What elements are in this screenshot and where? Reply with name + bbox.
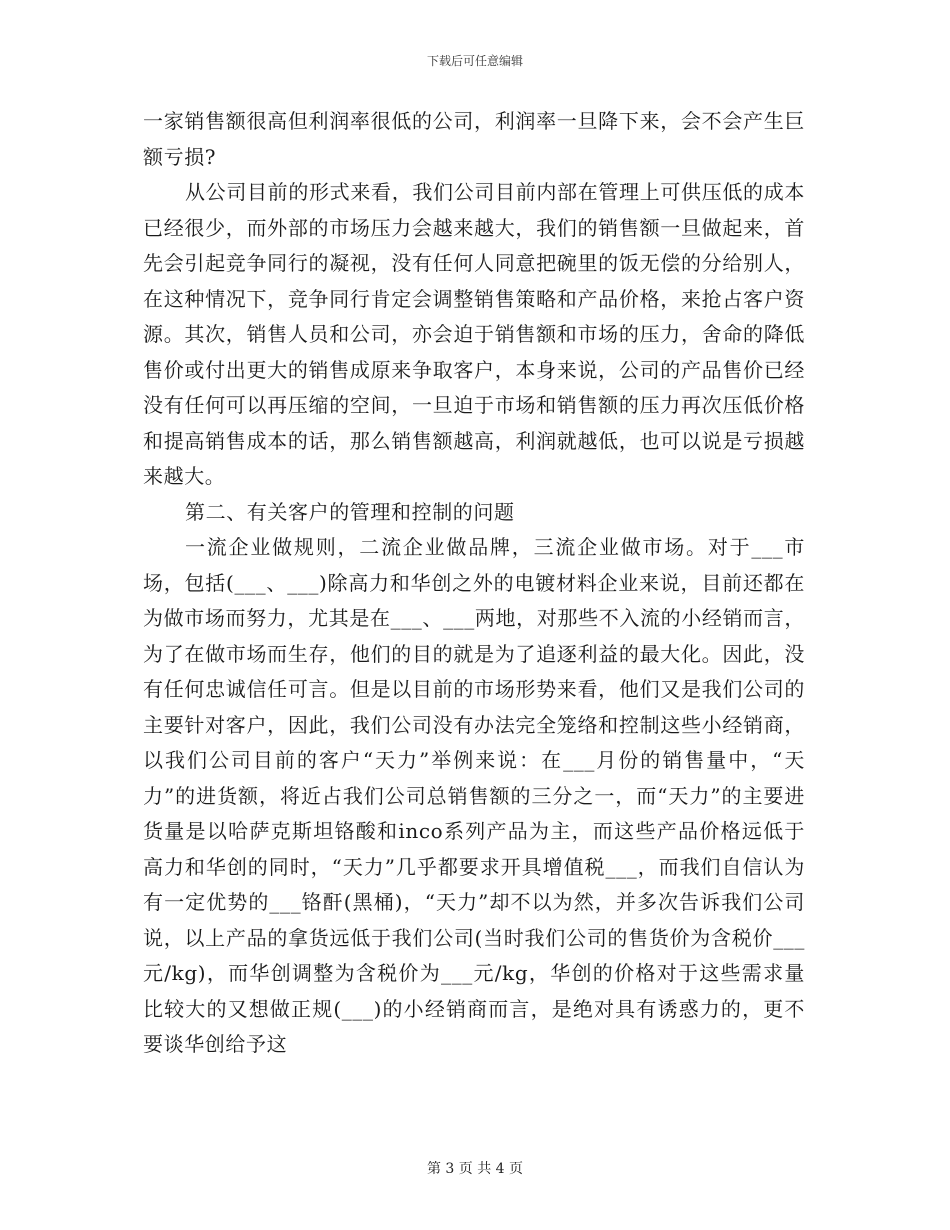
page-footer: 第 3 页 共 4 页 — [426, 1161, 524, 1177]
paragraph-market-analysis: 从公司目前的形式来看，我们公司目前内部在管理上可供压低的成本已经很少，而外部的市场压力会越来越大，我们的销售额一旦做起来，首先会引起竞争同行的凝视，没有任何人同意把碗里的饭无偿的分给别人，在这种情况下，竞争同行肯定会调整销售策略和产品价格，来抢占客户资源。其次，销售人员和公司，亦会迫于销售额和市场的压力，舍命的降低售价或付出更大的销售成原来争取客户，本身来说，公司的产品售价已经没有任何可以再压缩的空间，一旦迫于市场和销售额的压力再次压低价格和提高销售成本的话，那么销售额越高，利润就越低，也可以说是亏损越来越大。 — [143, 180, 805, 488]
paragraph-continuation: 一家销售额很高但利润率很低的公司，利润率一旦降下来，会不会产生巨额亏损? — [143, 109, 805, 169]
paragraph-customer-analysis: 一流企业做规则，二流企业做品牌，三流企业做市场。对于___市场，包括(___、___)除高力和华创之外的电镀材料企业来说，目前还都在为做市场而努力，尤其是在___、___两地，对那些不入流的小经销而言，为了在做市场而生存，他们的目的就是为了追逐利益的最大化。因此，没有任何忠诚信任可言。但是以目前的市场形势来看，他们又是我们公司的主要针对客户，因此，我们公司没有办法完全笼络和控制这些小经销商，以我们公司目前的客户“天力”举例来说：在___月份的销售量中，“天力”的进货额，将近占我们公司总销售额的三分之一，而“天力”的主要进货量是以哈萨克斯坦铬酸和inco系列产品为主，而这些产品价格远低于高力和华创的同时，“天力”几乎都要求开具增值税___，而我们自信认为有一定优势的___铬酐(黑桶)，“天力”却不以为然，并多次告诉我们公司说，以上产品的拿货远低于我们公司(当时我们公司的售货价为含税价___元/kg)，而华创调整为含税价为___元/kg，华创的价格对于这些需求量比较大的又想做正规(___)的小经销商而言，是绝对具有诱惑力的，更不要谈华创给予这 — [143, 535, 805, 1056]
page-header: 下载后可任意编辑 — [426, 54, 523, 68]
document-body — [143, 104, 805, 1063]
section-heading-customer-management: 第二、有关客户的管理和控制的问题 — [185, 499, 515, 524]
